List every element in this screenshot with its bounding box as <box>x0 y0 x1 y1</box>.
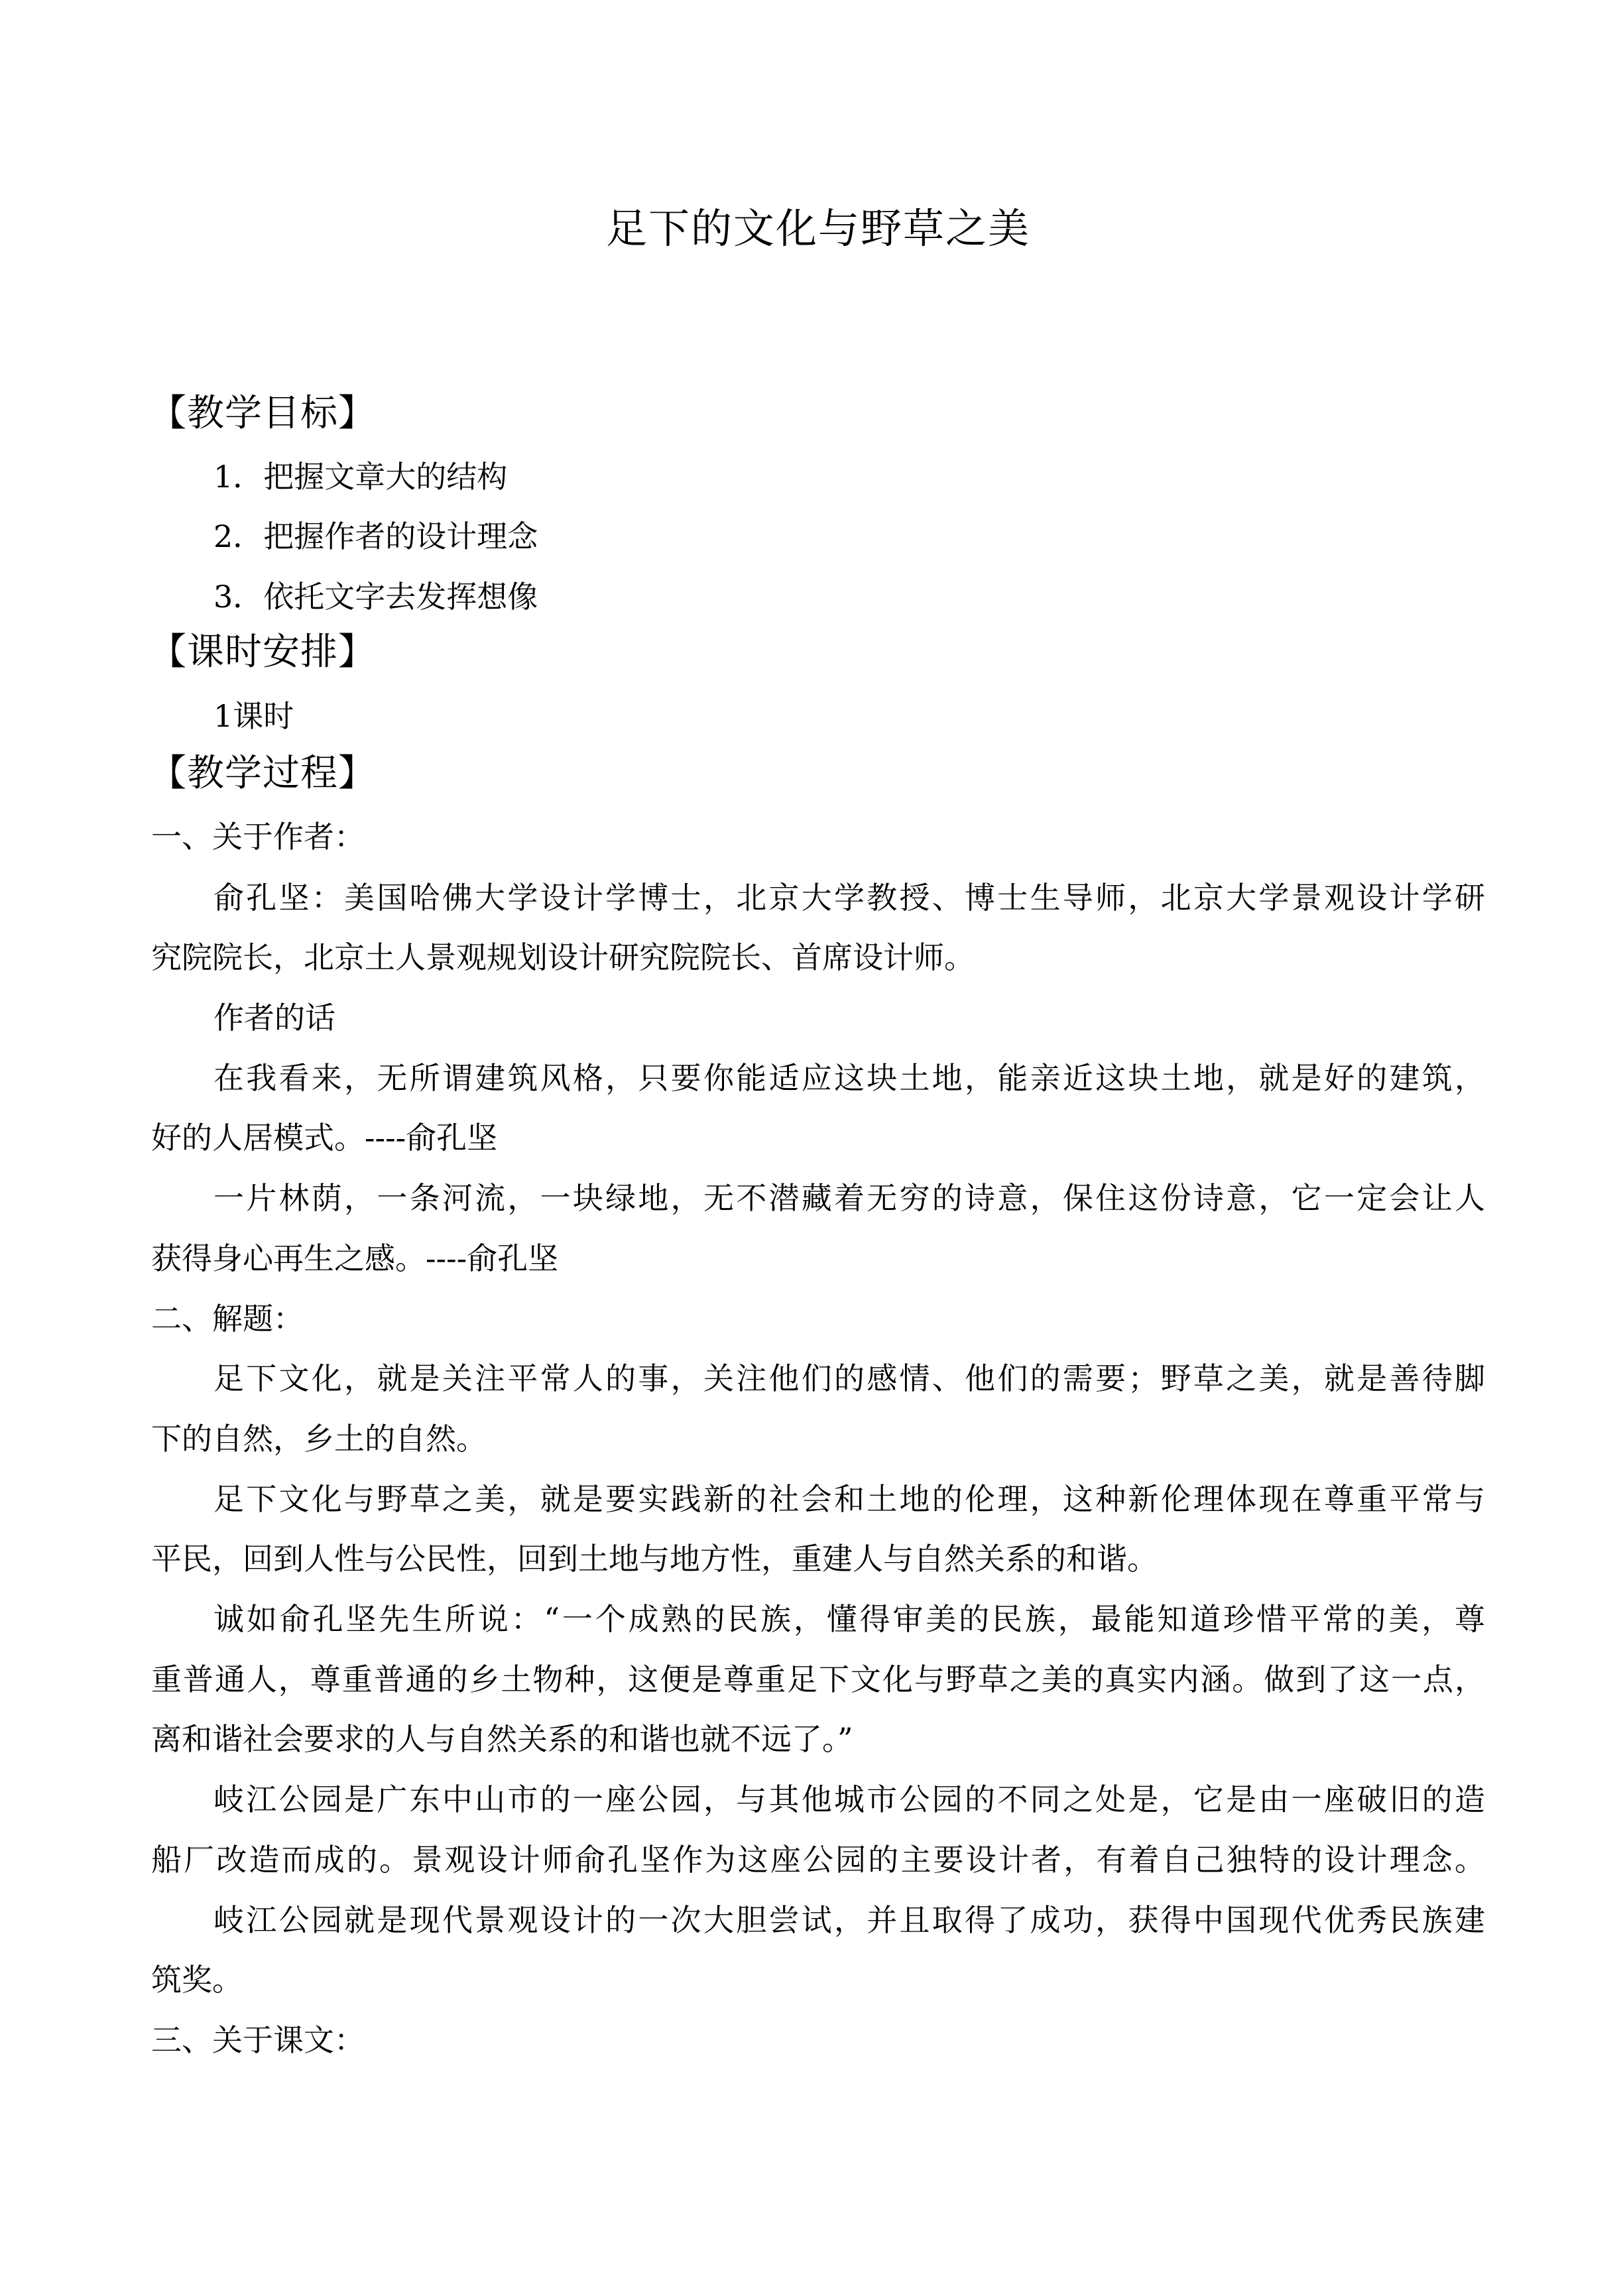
objective-item-3: 3．依托文字去发挥想像 <box>213 579 538 615</box>
objective-item-2: 2．把握作者的设计理念 <box>213 518 538 554</box>
paragraph-line: 好的人居模式。----俞孔坚 <box>151 1120 498 1156</box>
paragraph-line: 获得身心再生之感。----俞孔坚 <box>151 1240 559 1276</box>
paragraph-line: 足下文化与野草之美，就是要实践新的社会和土地的伦理，这种新伦理体现在尊重平常与 <box>213 1481 1485 1517</box>
paragraph-line: 在我看来，无所谓建筑风格，只要你能适应这块土地，能亲近这块土地，就是好的建筑， <box>213 1060 1485 1096</box>
document-title: 足下的文化与野草之美 <box>605 204 1030 253</box>
paragraph-line: 究院院长，北京土人景观规划设计研究院院长、首席设计师。 <box>151 939 975 975</box>
section-heading-objectives: 【教学目标】 <box>149 392 376 435</box>
paragraph-line: 足下文化，就是关注平常人的事，关注他们的感情、他们的需要；野草之美，就是善待脚 <box>213 1360 1485 1396</box>
paragraph-line: 作者的话 <box>213 1000 335 1036</box>
paragraph-line: 筑奖。 <box>151 1962 243 1998</box>
paragraph-line: 平民，回到人性与公民性，回到土地与地方性，重建人与自然关系的和谐。 <box>151 1541 1158 1577</box>
document-page <box>151 0 1485 2296</box>
objective-item-1: 1．把握文章大的结构 <box>213 459 508 495</box>
paragraph-line: 岐江公园是广东中山市的一座公园，与其他城市公园的不同之处是，它是由一座破旧的造 <box>213 1782 1485 1817</box>
paragraph-line: 诚如俞孔坚先生所说：“一个成熟的民族，懂得审美的民族，最能知道珍惜平常的美，尊 <box>213 1601 1485 1637</box>
paragraph-line: 岐江公园就是现代景观设计的一次大胆尝试，并且取得了成功，获得中国现代优秀民族建 <box>213 1902 1485 1938</box>
paragraph-line: 离和谐社会要求的人与自然关系的和谐也就不远了。” <box>151 1721 853 1757</box>
subheading-about-author: 一、关于作者： <box>151 819 365 855</box>
section-heading-process: 【教学过程】 <box>149 752 376 795</box>
paragraph-line: 俞孔坚：美国哈佛大学设计学博士，北京大学教授、博士生导师，北京大学景观设计学研 <box>213 880 1485 916</box>
section-heading-schedule: 【课时安排】 <box>149 631 376 674</box>
subheading-about-text: 三、关于课文： <box>151 2022 365 2058</box>
paragraph-line: 重普通人，尊重普通的乡土物种，这便是尊重足下文化与野草之美的真实内涵。做到了这一点， <box>151 1662 1485 1697</box>
paragraph-line: 一片林荫，一条河流，一块绿地，无不潜藏着无穷的诗意，保住这份诗意，它一定会让人 <box>213 1180 1485 1216</box>
subheading-interpretation: 二、解题： <box>151 1301 304 1337</box>
schedule-text: 1课时 <box>213 698 294 734</box>
paragraph-line: 下的自然，乡土的自然。 <box>151 1421 487 1457</box>
paragraph-line: 船厂改造而成的。景观设计师俞孔坚作为这座公园的主要设计者，有着自己独特的设计理念。 <box>151 1842 1485 1878</box>
